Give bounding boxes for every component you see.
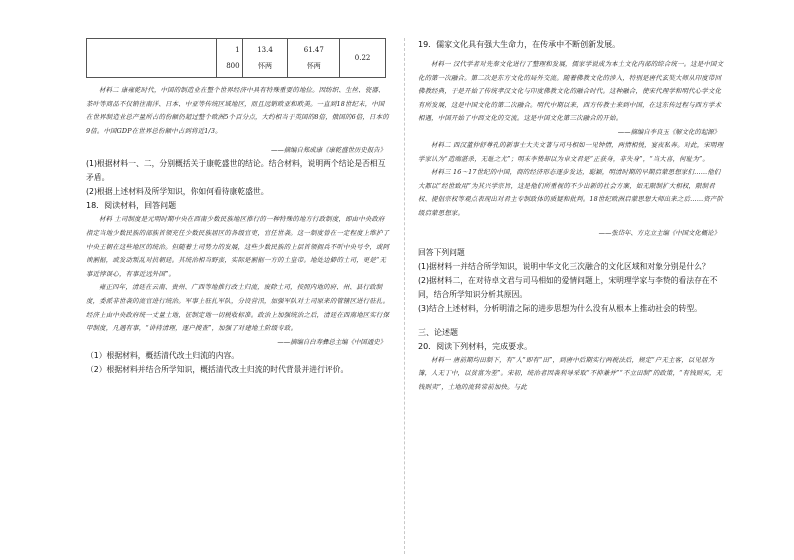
table-cell: 0.22 (340, 39, 386, 78)
material-18-para-1: 材料 土司制度是元明时期中央在西南少数民族地区推行的一种特殊的地方行政制度，即由中央政府指定当地少数民族的部族首领充任少数民族居区的各级官吏，官任世袭。这一制度曾在一定程度上维护了中央王朝在这些地区的统治。但随着土司势力的发展，这些少数民族的上层首领拥兵不听中央号令，或阿谀割据，或发动叛乱对抗朝廷。其统治相当野蛮，实际是割据一方的土皇帝。地处边僻的土司，更是“无事近悖误心，有事近远外国”。 (86, 215, 390, 278)
question-20-heading: 20．阅读下列材料，完成要求。 (418, 341, 533, 351)
material-2-text: 材料二 康雍乾时代，中国的制造业在整个世界经济中具有特殊重要的地位。因纺织、生丝、瓷器、茶叶等商品不仅销往南洋、日本、中亚等传统区域地区，而且远销欧亚和欧美。一直到18世纪末，中国在世界制造业总产量所占的份额仍超过整个欧洲5个百分点，大约相当于英国的8倍，俄国的6倍，日本的9倍。中国GDP在世界总份额中占到将近1/3。 (86, 86, 389, 135)
material-19-3-source: ——张岱年、方克立主编《中国文化概论》 (598, 228, 720, 237)
material-19-1-source: ——摘编自李良玉《解文化的起源》 (617, 127, 720, 136)
material-18-source: ——摘编自白寿彝总主编《中国通史》 (277, 337, 386, 346)
section-3-heading: 三、论述题 (418, 327, 458, 337)
question-19-1: (1)据材料一并结合所学知识，说明中华文化三次融合的文化区域和对象分别是什么？ (418, 261, 710, 271)
material-18-para-2: 雍正四年，清廷在云南、贵州、广西等地推行改土归流，废除土司，按照内地的府、州、县行政制度，委派非世袭的流官进行统治。军事上驻扎军队，分设营汛，加强军队对土司原来的管辖区进行驻扎。经济上由中央政府统一丈量土地，征制定地一切税收标准。政治上加强统治之后，清廷在西南地区实行保甲制度，凡遇有事，“讲持清理，逐户搜查”，加强了对建地土阶级专政。 (86, 283, 390, 333)
column-divider (404, 38, 405, 554)
table-cell (87, 39, 217, 78)
question-18-1: （1）根据材料，概括清代改土归流的内容。 (86, 350, 240, 360)
table-cell: 1 800 (216, 39, 242, 78)
question-19-3: (3)结合上述材料，分析明清之际的进步思想为什么没有从根本上推动社会的转型。 (418, 303, 702, 313)
question-19-2: (2)据材料二，在对待卓文君与司马相如的爱情问题上，宋明理学家与李贽的看法存在不同，结合所学知识分析其原因。 (418, 275, 718, 299)
material-20-1-text: 材料一 唐前期均田制下，有“人”即有“田”，到唐中后期实行两税法后，规定“户无主客，以见居为簿，人无丁中，以贫富为差”。宋初，统治者因袭利导采取“不抑兼并”“不立田制”的政策，“有钱则买，无钱则卖”，土地的流转常前加快。与此 (418, 355, 723, 391)
answer-prompt: 回答下列问题 (418, 247, 465, 257)
table-cell: 61.47 怀两 (288, 39, 340, 78)
question-17-2: (2)根据上述材料及所学知识，你如何看待康乾盛世。 (86, 187, 269, 197)
material-2-source: ——摘编自郑成康《康乾盛世历史报告》 (270, 146, 386, 155)
table-cell: 13.4 怀两 (242, 39, 288, 78)
left-column (86, 38, 390, 558)
material-19-3-text: 材料三 16～17世纪的中国，商的经济形态逐步发达，聪颖，明清时期的早期启蒙思想家们……他们大都以“经世致用”为其兴学宗旨，这是他们所重视的不少出新的社会方案，如无限制扩大相权，限制君权、提倡宗权等观点表现出对君主专制政体的质疑和批判。18世纪欧洲启蒙思想大师出来之后……资产阶级启蒙思想家。 (418, 168, 724, 217)
question-19-heading: 19．儒家文化具有强大生命力，在传承中不断创新发展。 (418, 40, 621, 49)
material-19-1-text: 材料一 汉代学者对先秦文化进行了整理和发展，儒家学说成为本土文化内部的综合统一。这是中国文化的第一次融合。第二次是东方文化的局外交流。随着佛教文化的涉入，特别是唐代玄奘大师从印度带回佛教经典，于是开始了传统孝汉文化与印度佛教文化的融合时代。这种融合，使宋代理学和明代心学文化有所发展，这是中国文化的第二次融合。明代中期以来，西方传教士来到中国，在这东传过程与西方学术相遇，中国开始了中西文化的交流。这是中国文化第三次融合的开始。 (418, 60, 724, 123)
material-19-2-text: 材料二 西汉董仲舒尊孔的新事士大夫文著与司马相如一见钟情，两情相悦，宴夜私奔。对此，宋明理学家认为“造端湛杀，无耻之尤”；明末李贽却以为卓文君是“正获身，非失身”，“当大喜，何耻为”。 (418, 140, 724, 163)
table-row (87, 39, 386, 78)
right-column (418, 38, 724, 558)
question-18-2: （2）根据材料并结合所学知识，概括清代改土归流的时代背景并进行评价。 (86, 364, 349, 374)
question-17-1: (1)根据材料一、二，分别概括关于康乾盛世的结论。结合材料，说明两个结论是否相互矛盾。 (86, 159, 386, 183)
data-table (86, 38, 386, 78)
question-18-heading: 18．阅读材料，回答问题 (86, 201, 177, 211)
